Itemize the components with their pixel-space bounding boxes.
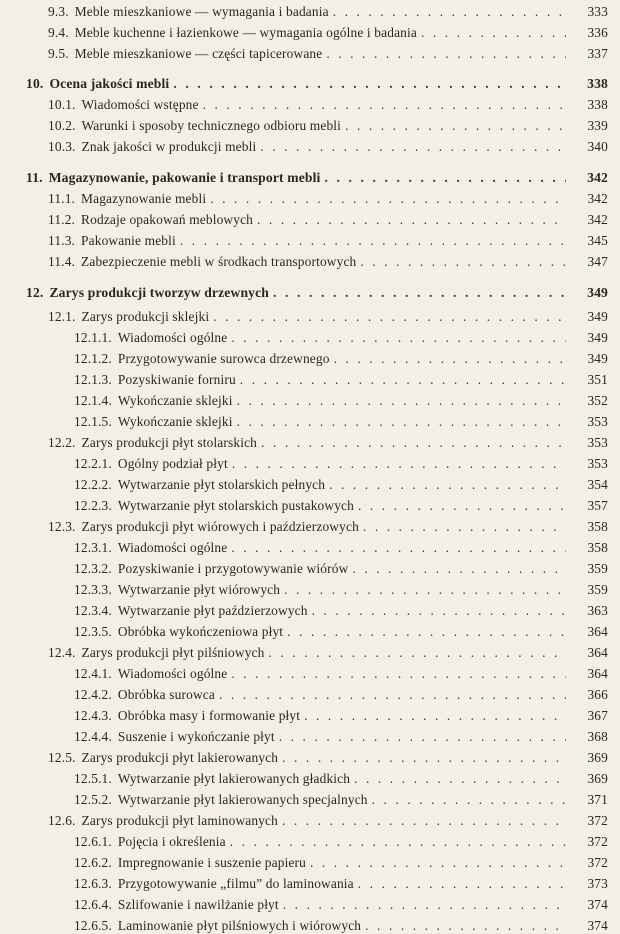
toc-entry-page: 347: [587, 254, 608, 269]
dot-leader: [237, 393, 566, 409]
toc-entry-number: 11.1.: [48, 191, 76, 206]
toc-entry: [0, 704, 620, 724]
toc-entry-page: 342: [587, 212, 608, 227]
toc-entry-number: 10.3.: [48, 139, 76, 154]
toc-entry-title: Zarys produkcji płyt stolarskich: [81, 435, 258, 450]
dot-leader: [261, 435, 566, 451]
toc-entry: [0, 620, 620, 640]
toc-entry-page: 339: [587, 118, 608, 133]
toc-entry: [0, 851, 620, 871]
toc-entry-title: Meble mieszkaniowe — części tapicerowane: [74, 46, 323, 61]
toc-entry-page: 337: [587, 46, 608, 61]
toc-entry: [0, 208, 620, 228]
dot-leader: [231, 666, 566, 682]
toc-entry-page: 353: [587, 414, 608, 429]
toc-entry-number: 12.2.: [48, 435, 76, 450]
toc-entry: [0, 809, 620, 829]
toc-entry-title: Suszenie i wykończanie płyt: [117, 729, 275, 744]
toc-entry-page: 353: [587, 435, 608, 450]
toc-entry-number: 12.6.: [48, 813, 76, 828]
toc-entry: [0, 250, 620, 270]
toc-entry-number: 12.4.2.: [74, 687, 112, 702]
toc-entry-title: Wytwarzanie płyt lakierowanych specjalnych: [117, 792, 368, 807]
toc-chapter: [0, 281, 620, 301]
toc-entry-title: Magazynowanie, pakowanie i transport mebli: [48, 170, 321, 185]
dot-leader: [354, 771, 566, 787]
toc-entry-page: 336: [587, 25, 608, 40]
toc-entry: [0, 21, 620, 41]
toc-entry-page: 338: [587, 76, 608, 91]
dot-leader: [240, 372, 566, 388]
toc-entry-title: Ogólny podział płyt: [117, 456, 228, 471]
dot-leader: [324, 170, 566, 186]
toc-entry-number: 12.1.5.: [74, 414, 112, 429]
toc-entry-number: 12.6.2.: [74, 855, 112, 870]
toc-entry: [0, 788, 620, 808]
toc-entry-title: Wiadomości ogólne: [117, 330, 228, 345]
toc-entry-title: Obróbka surowca: [117, 687, 215, 702]
toc-entry-title: Wytwarzanie płyt wiórowych: [117, 582, 281, 597]
toc-entry-page: 353: [587, 456, 608, 471]
toc-entry-number: 12.4.4.: [74, 729, 112, 744]
toc-entry-title: Wykończanie sklejki: [117, 393, 233, 408]
toc-entry-title: Wiadomości ogólne: [117, 540, 228, 555]
dot-leader: [237, 414, 566, 430]
toc-entry-number: 12.4.: [48, 645, 76, 660]
toc-entry-title: Zarys produkcji płyt pilśniowych: [81, 645, 265, 660]
toc-entry: [0, 431, 620, 451]
toc-entry: [0, 229, 620, 249]
toc-entry-title: Przygotowywanie surowca drzewnego: [117, 351, 330, 366]
toc-entry-number: 12.6.4.: [74, 897, 112, 912]
toc-entry-page: 372: [587, 813, 608, 828]
toc-entry-number: 11.3.: [48, 233, 76, 248]
toc-entry-title: Zarys produkcji płyt laminowanych: [81, 813, 278, 828]
toc-entry: [0, 368, 620, 388]
dot-leader: [268, 645, 566, 661]
toc-entry: [0, 42, 620, 62]
dot-leader: [360, 254, 566, 270]
toc-entry-page: 338: [587, 97, 608, 112]
toc-entry-number: 11.4.: [48, 254, 76, 269]
toc-entry: [0, 135, 620, 155]
toc-entry-page: 345: [587, 233, 608, 248]
toc-entry-number: 12.6.3.: [74, 876, 112, 891]
toc-entry-number: 12.6.1.: [74, 834, 112, 849]
toc-entry-number: 12.: [26, 285, 44, 300]
toc-entry: [0, 683, 620, 703]
toc-entry-number: 10.2.: [48, 118, 76, 133]
toc-entry: [0, 410, 620, 430]
dot-leader: [173, 76, 566, 92]
toc-entry-title: Ocena jakości mebli: [49, 76, 170, 91]
toc-entry-number: 12.5.1.: [74, 771, 112, 786]
toc-entry-page: 373: [587, 876, 608, 891]
toc-entry-page: 349: [587, 330, 608, 345]
toc-entry-page: 354: [587, 477, 608, 492]
dot-leader: [283, 897, 566, 913]
toc-entry: [0, 0, 620, 20]
toc-entry-title: Obróbka wykończeniowa płyt: [117, 624, 284, 639]
dot-leader: [333, 4, 566, 20]
toc-entry: [0, 114, 620, 134]
dot-leader: [231, 330, 566, 346]
toc-entry-number: 12.3.1.: [74, 540, 112, 555]
toc-entry-title: Pozyskiwanie forniru: [117, 372, 236, 387]
toc-entry-page: 367: [587, 708, 608, 723]
toc-entry-page: 359: [587, 582, 608, 597]
toc-entry-page: 342: [587, 191, 608, 206]
toc-entry-number: 12.6.5.: [74, 918, 112, 933]
toc-entry: [0, 725, 620, 745]
toc-entry-page: 372: [587, 834, 608, 849]
toc-entry-title: Szlifowanie i nawilżanie płyt: [117, 897, 279, 912]
toc-entry: [0, 347, 620, 367]
toc-entry-number: 12.1.: [48, 309, 76, 324]
dot-leader: [213, 309, 566, 325]
toc-entry-number: 12.3.5.: [74, 624, 112, 639]
toc-entry-number: 12.3.: [48, 519, 76, 534]
toc-entry-title: Znak jakości w produkcji mebli: [81, 139, 257, 154]
toc-entry-page: 340: [587, 139, 608, 154]
toc-entry: [0, 93, 620, 113]
toc-entry-number: 12.5.: [48, 750, 76, 765]
toc-entry-page: 364: [587, 666, 608, 681]
toc-entry-title: Pakowanie mebli: [81, 233, 176, 248]
toc-entry-title: Zarys produkcji sklejki: [81, 309, 210, 324]
dot-leader: [279, 729, 566, 745]
toc-entry-title: Meble kuchenne i łazienkowe — wymagania ogólne i badania: [74, 25, 417, 40]
dot-leader: [326, 46, 566, 62]
toc-entry-page: 357: [587, 498, 608, 513]
toc-entry-page: 342: [587, 170, 608, 185]
toc-entry: [0, 914, 620, 934]
toc-entry: [0, 326, 620, 346]
toc-entry-title: Zarys produkcji płyt lakierowanych: [81, 750, 279, 765]
toc-entry-title: Rodzaje opakowań meblowych: [81, 212, 254, 227]
dot-leader: [304, 708, 566, 724]
toc-entry-title: Wytwarzanie płyt lakierowanych gładkich: [117, 771, 351, 786]
toc-entry-number: 9.3.: [48, 4, 69, 19]
toc-entry-page: 374: [587, 897, 608, 912]
toc-entry-title: Przygotowywanie „filmu” do laminowania: [117, 876, 354, 891]
toc-entry-title: Wytwarzanie płyt paździerzowych: [117, 603, 308, 618]
toc-entry-page: 369: [587, 750, 608, 765]
toc-entry: [0, 662, 620, 682]
toc-entry-title: Magazynowanie mebli: [81, 191, 207, 206]
toc-chapter: [0, 166, 620, 186]
toc-entry: [0, 767, 620, 787]
dot-leader: [329, 477, 566, 493]
toc-entry-title: Zabezpieczenie mebli w środkach transportowych: [81, 254, 357, 269]
toc-entry-title: Wiadomości ogólne: [117, 666, 228, 681]
toc-entry-title: Warunki i sposoby technicznego odbioru mebli: [81, 118, 342, 133]
toc-entry-page: 351: [587, 372, 608, 387]
toc-entry-title: Meble mieszkaniowe — wymagania i badania: [74, 4, 329, 19]
dot-leader: [219, 687, 566, 703]
toc-entry: [0, 746, 620, 766]
toc-entry-page: 358: [587, 519, 608, 534]
toc-entry-title: Laminowanie płyt pilśniowych i wiórowych: [117, 918, 362, 933]
toc-entry-title: Zarys produkcji tworzyw drzewnych: [49, 285, 269, 300]
toc-entry-page: 364: [587, 624, 608, 639]
dot-leader: [287, 624, 566, 640]
toc-entry: [0, 578, 620, 598]
toc-entry: [0, 557, 620, 577]
dot-leader: [363, 519, 566, 535]
toc-entry-page: 371: [587, 792, 608, 807]
toc-entry-page: 333: [587, 4, 608, 19]
dot-leader: [282, 750, 566, 766]
toc-entry-number: 12.2.3.: [74, 498, 112, 513]
dot-leader: [260, 139, 566, 155]
dot-leader: [421, 25, 566, 41]
toc-entry-title: Zarys produkcji płyt wiórowych i paździerzowych: [81, 519, 359, 534]
toc-entry-number: 12.2.1.: [74, 456, 112, 471]
toc-entry: [0, 536, 620, 556]
toc-entry: [0, 305, 620, 325]
toc-entry-title: Wykończanie sklejki: [117, 414, 233, 429]
toc-entry-page: 349: [587, 285, 608, 300]
toc-entry-title: Wiadomości wstępne: [81, 97, 199, 112]
dot-leader: [352, 561, 566, 577]
dot-leader: [334, 351, 566, 367]
toc-entry-number: 12.1.4.: [74, 393, 112, 408]
dot-leader: [257, 212, 566, 228]
toc-entry: [0, 452, 620, 472]
toc-entry-number: 10.: [26, 76, 44, 91]
toc-entry-number: 12.4.3.: [74, 708, 112, 723]
toc-entry-number: 12.1.1.: [74, 330, 112, 345]
toc-entry-number: 12.1.3.: [74, 372, 112, 387]
toc-chapter: [0, 72, 620, 92]
toc-entry-number: 11.2.: [48, 212, 76, 227]
dot-leader: [358, 876, 566, 892]
toc-entry-page: 352: [587, 393, 608, 408]
dot-leader: [365, 918, 566, 934]
dot-leader: [284, 582, 566, 598]
toc-entry-title: Impregnowanie i suszenie papieru: [117, 855, 306, 870]
dot-leader: [312, 603, 566, 619]
toc-entry: [0, 389, 620, 409]
dot-leader: [282, 813, 566, 829]
toc-entry-page: 369: [587, 771, 608, 786]
dot-leader: [358, 498, 566, 514]
dot-leader: [273, 285, 566, 301]
toc-entry-number: 12.2.2.: [74, 477, 112, 492]
dot-leader: [310, 855, 566, 871]
dot-leader: [372, 792, 566, 808]
toc-entry-page: 364: [587, 645, 608, 660]
toc-entry-number: 9.5.: [48, 46, 69, 61]
toc-entry-number: 10.1.: [48, 97, 76, 112]
dot-leader: [230, 834, 566, 850]
toc-entry-number: 12.5.2.: [74, 792, 112, 807]
dot-leader: [232, 456, 566, 472]
toc-entry: [0, 494, 620, 514]
toc-entry: [0, 473, 620, 493]
toc-entry-number: 11.: [26, 170, 43, 185]
dot-leader: [210, 191, 566, 207]
toc-entry-number: 12.3.2.: [74, 561, 112, 576]
dot-leader: [180, 233, 566, 249]
toc-entry-number: 12.3.4.: [74, 603, 112, 618]
toc-entry: [0, 641, 620, 661]
toc-entry-page: 372: [587, 855, 608, 870]
toc-entry: [0, 515, 620, 535]
toc-entry-number: 12.1.2.: [74, 351, 112, 366]
toc-entry-page: 363: [587, 603, 608, 618]
toc-entry-number: 12.4.1.: [74, 666, 112, 681]
toc-entry-number: 12.3.3.: [74, 582, 112, 597]
toc-entry-page: 358: [587, 540, 608, 555]
toc-entry-number: 9.4.: [48, 25, 69, 40]
toc-entry-page: 374: [587, 918, 608, 933]
toc-entry-title: Obróbka masy i formowanie płyt: [117, 708, 301, 723]
toc-entry-title: Pozyskiwanie i przygotowywanie wiórów: [117, 561, 349, 576]
toc-entry-page: 366: [587, 687, 608, 702]
toc-entry-page: 349: [587, 351, 608, 366]
dot-leader: [231, 540, 566, 556]
toc-entry: [0, 893, 620, 913]
toc-entry-page: 368: [587, 729, 608, 744]
toc-entry: [0, 830, 620, 850]
toc-entry-page: 359: [587, 561, 608, 576]
toc-entry-page: 349: [587, 309, 608, 324]
dot-leader: [345, 118, 566, 134]
dot-leader: [203, 97, 566, 113]
toc-entry-title: Pojęcia i określenia: [117, 834, 226, 849]
toc-entry: [0, 599, 620, 619]
toc-entry-title: Wytwarzanie płyt stolarskich pustakowych: [117, 498, 354, 513]
toc-entry: [0, 872, 620, 892]
toc-entry-title: Wytwarzanie płyt stolarskich pełnych: [117, 477, 326, 492]
toc-entry: [0, 187, 620, 207]
